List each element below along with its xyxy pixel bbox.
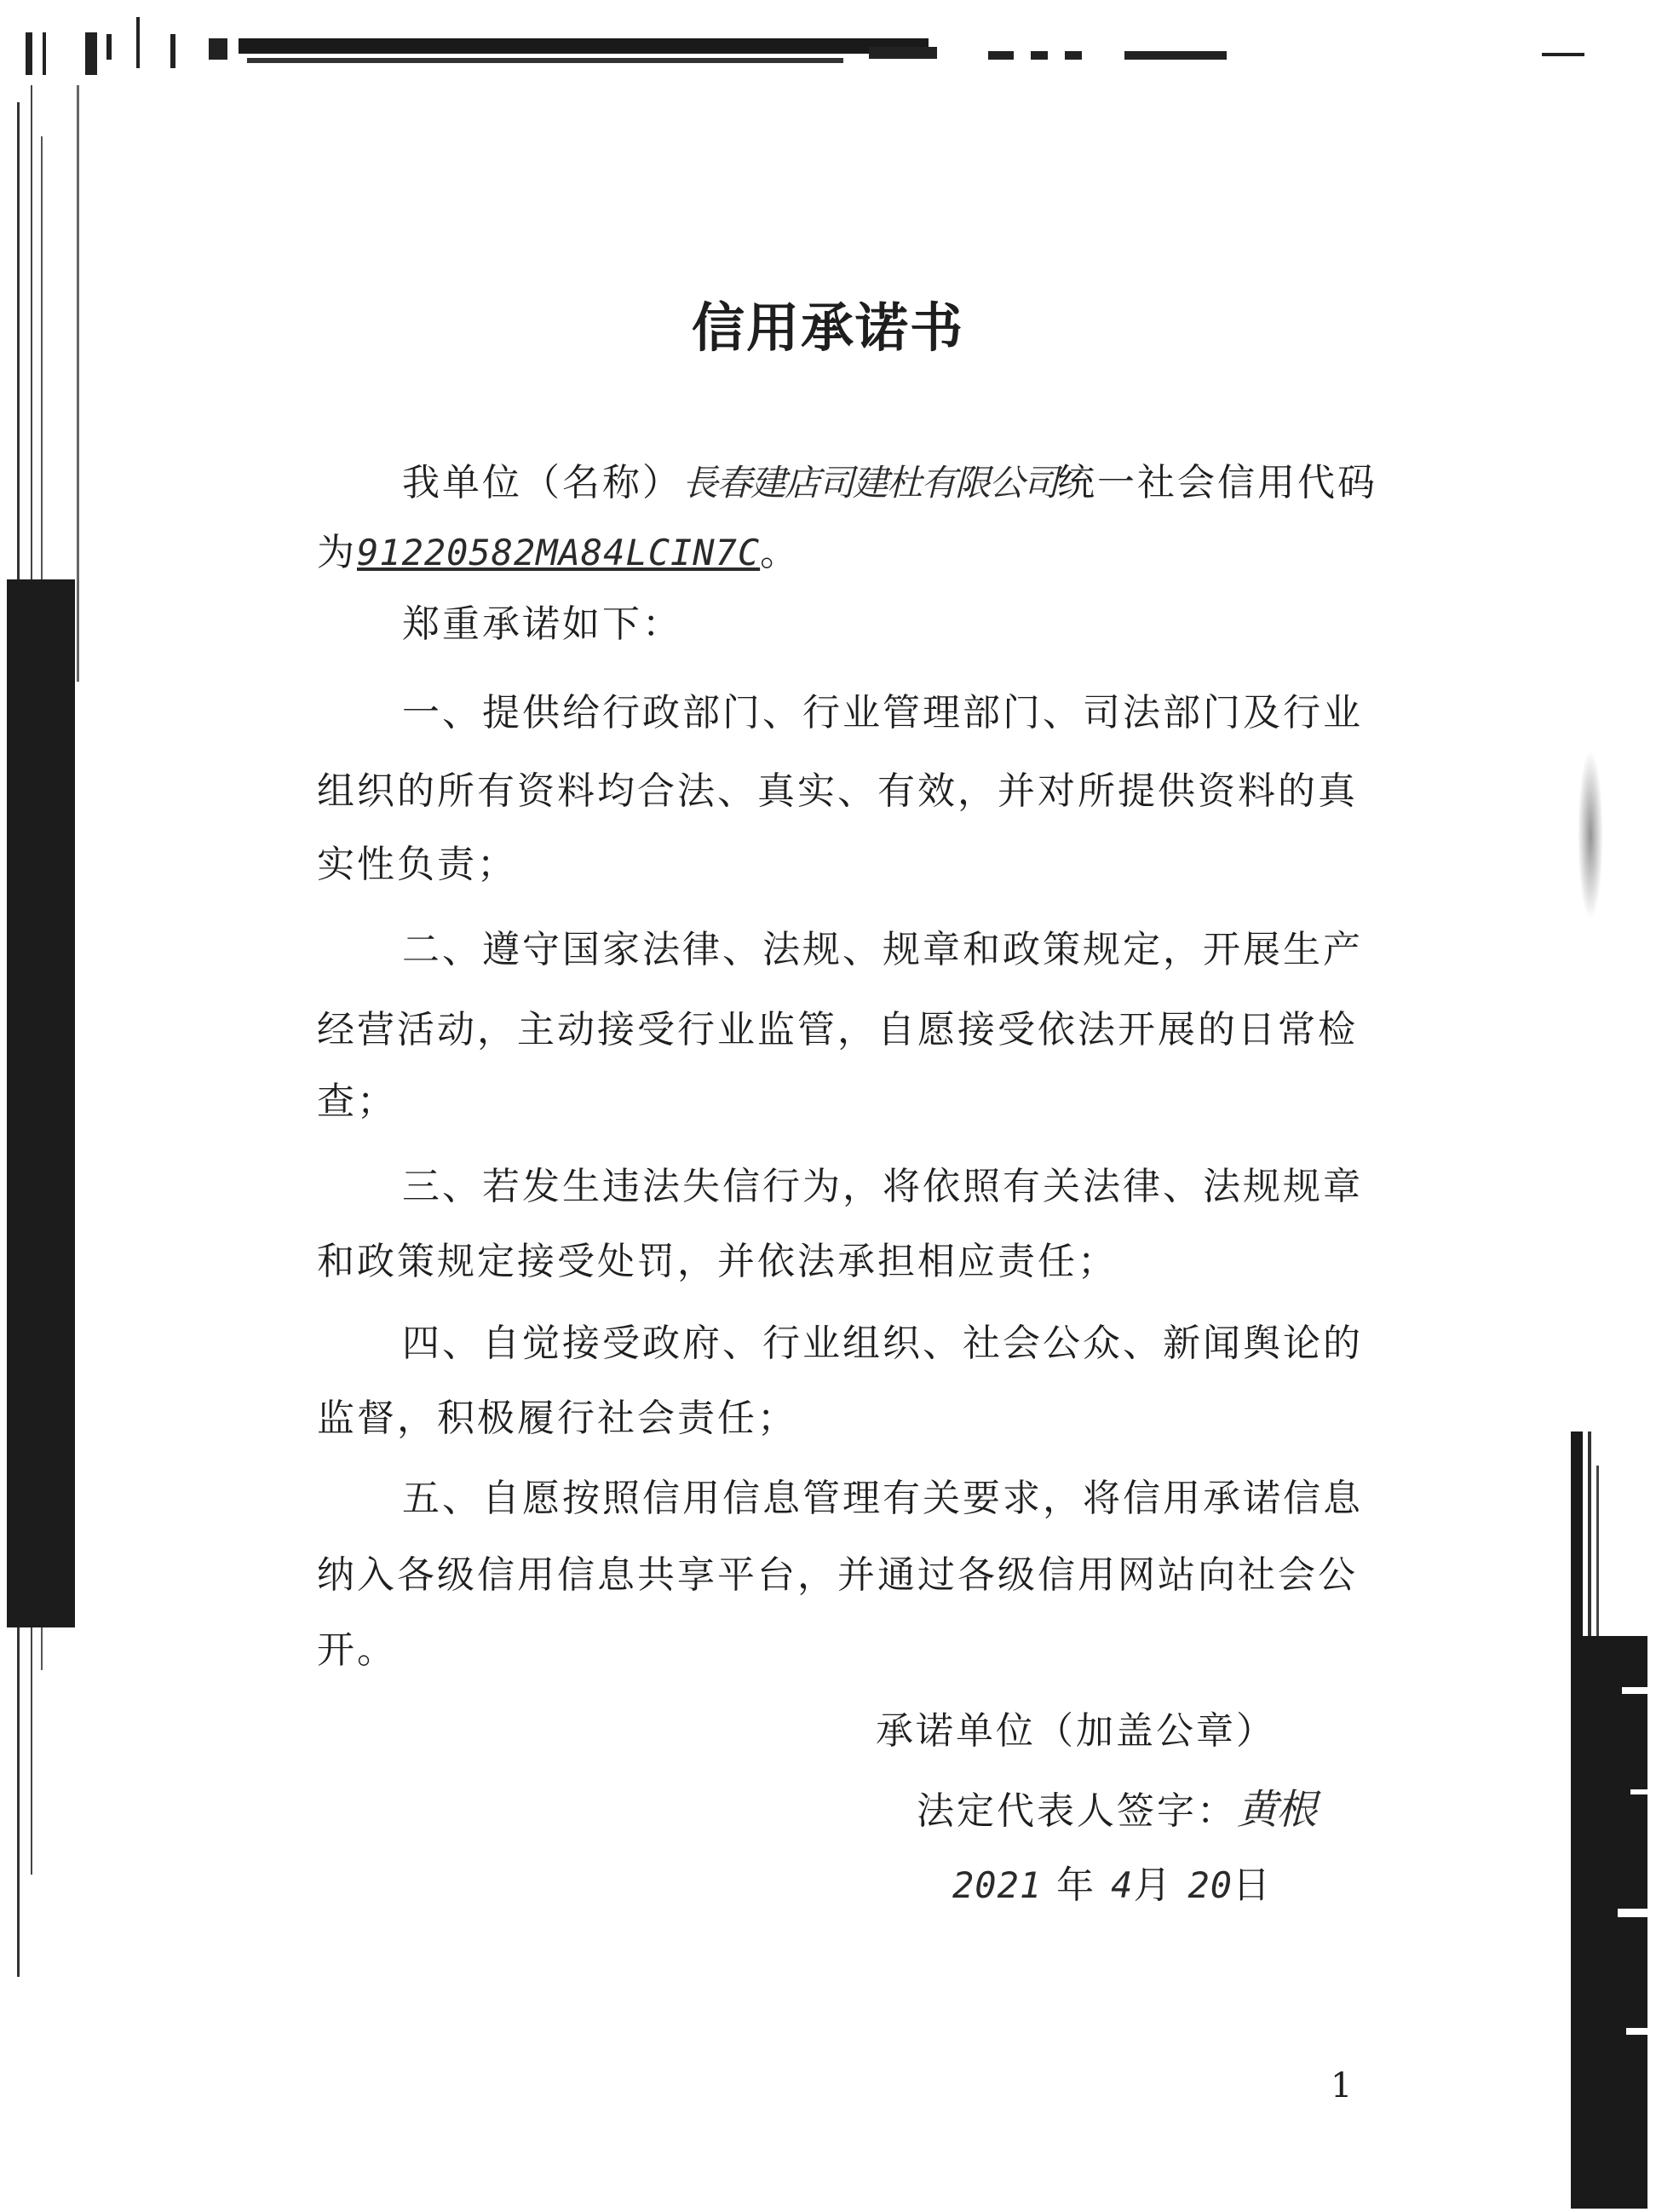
intro-prefix-2: 为 bbox=[317, 531, 357, 574]
item-1-line-2: 组织的所有资料均合法、真实、有效，并对所提供资料的真 bbox=[317, 769, 1358, 813]
intro-suffix-2: 。 bbox=[760, 531, 801, 574]
item-5-line-2: 纳入各级信用信息共享平台，并通过各级信用网站向社会公 bbox=[317, 1553, 1358, 1597]
item-2-line-1: 二、遵守国家法律、法规、规章和政策规定，开展生产 bbox=[402, 928, 1363, 971]
date-year-suffix: 年 bbox=[1056, 1863, 1097, 1907]
date-day: 20 bbox=[1187, 1864, 1233, 1906]
page-title: 信用承诺书 bbox=[691, 297, 964, 359]
signature-rep-line bbox=[917, 1777, 1315, 1835]
intro-line-1 bbox=[402, 452, 1377, 506]
scan-artifact-left-strip bbox=[7, 579, 75, 1627]
scan-artifact-right-block bbox=[1571, 1431, 1656, 2209]
signature-handwritten: 黄根 bbox=[1237, 1786, 1316, 1834]
date-month-suffix: 月 bbox=[1133, 1863, 1174, 1907]
intro-suffix: 统一社会信用代码 bbox=[1057, 461, 1378, 504]
item-1-line-1: 一、提供给行政部门、行业管理部门、司法部门及行业 bbox=[402, 691, 1363, 734]
credit-code-handwritten: 91220582MA84LCIN7C bbox=[357, 532, 761, 573]
page-number: 1 bbox=[1331, 2066, 1353, 2105]
scan-artifact-right-smudge bbox=[1578, 750, 1603, 920]
item-5-line-3: 开。 bbox=[317, 1628, 397, 1672]
signature-unit-label: 承诺单位（加盖公章） bbox=[876, 1709, 1276, 1753]
intro-line-2 bbox=[317, 521, 800, 576]
item-3-line-1: 三、若发生违法失信行为，将依照有关法律、法规规章 bbox=[402, 1165, 1363, 1208]
signature-date bbox=[952, 1854, 1273, 1909]
intro-prefix: 我单位（名称） bbox=[402, 461, 682, 504]
item-4-line-1: 四、自觉接受政府、行业组织、社会公众、新闻舆论的 bbox=[402, 1322, 1363, 1365]
item-3-line-2: 和政策规定接受处罚，并依法承担相应责任； bbox=[317, 1240, 1118, 1283]
item-2-line-2: 经营活动，主动接受行业监管，自愿接受依法开展的日常检 bbox=[317, 1008, 1358, 1051]
signature-rep-label: 法定代表人签字： bbox=[917, 1789, 1237, 1833]
scan-artifact-top bbox=[0, 0, 1656, 85]
date-year: 2021 bbox=[952, 1864, 1043, 1906]
date-day-suffix: 日 bbox=[1233, 1863, 1274, 1907]
item-5-line-1: 五、自愿按照信用信息管理有关要求，将信用承诺信息 bbox=[402, 1477, 1363, 1520]
date-month: 4 bbox=[1111, 1864, 1134, 1906]
item-4-line-2: 监督，积极履行社会责任； bbox=[317, 1397, 797, 1440]
unit-name-handwritten: 長春建店司建杜有限公司 bbox=[682, 462, 1058, 504]
item-2-line-3: 查； bbox=[317, 1080, 397, 1123]
pledge-intro: 郑重承诺如下： bbox=[402, 602, 682, 646]
item-1-line-3: 实性负责； bbox=[317, 843, 517, 886]
